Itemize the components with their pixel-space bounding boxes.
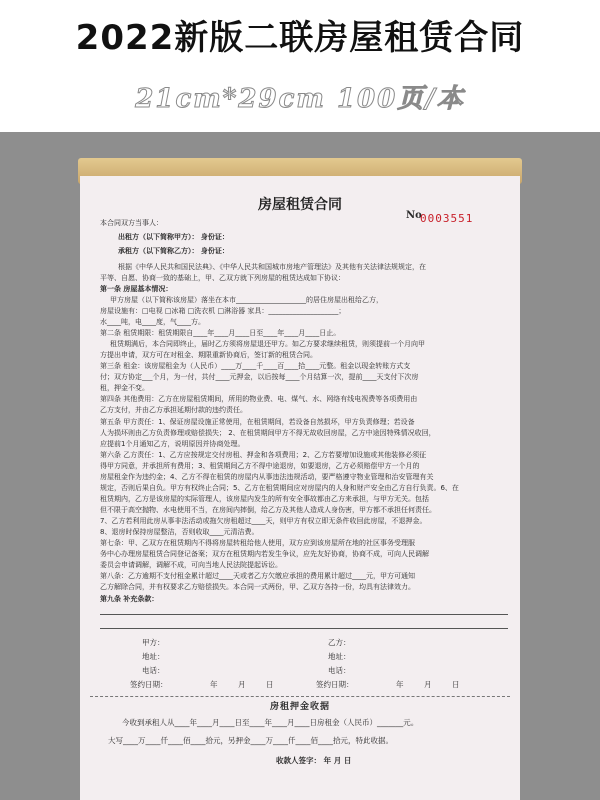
clause-line: 甲方房屋（以下简称该房屋）落坐在本市____________________的居住房屋出租给乙方，: [110, 296, 383, 304]
clause-line: 应提前1个月通知乙方，说明原因并协商处理。: [100, 440, 245, 448]
clause-line: 乙方支付，并由乙方承担延期付款的违约责任。: [100, 406, 247, 414]
receipt-line: 收款人签字： 年 月 日: [276, 756, 352, 765]
clause-line: 人为损坏则由乙方负责修理或赔偿损失； 2、在租赁期间甲方不得无故收回房屋，乙方中途因特殊情况收回，: [100, 429, 436, 437]
clause-line: 得甲方同意，并承担所有费用；3、租赁期间乙方不得中途退房，如要退房，乙方必须赔偿甲方一个月的: [100, 462, 420, 470]
party-b-phone-label: 电话：: [328, 666, 351, 675]
supplement-rule: [100, 614, 508, 615]
clause-line: 第四条 其他费用：乙方在房屋租赁期间，所用的物业费、电、煤气、水、网络有线电视费等各项费用由: [100, 395, 418, 403]
sign-year-b: 年: [396, 680, 404, 689]
clause-line: 第八条：乙方逾期不支付租金累计超过____天或者乙方欠缴应承担的费用累计超过____元，甲方可通知: [100, 572, 415, 580]
receipt-title: 房租押金收据: [269, 702, 330, 712]
tear-line: [90, 696, 510, 697]
sign-year: 年: [210, 680, 218, 689]
sign-date-label-b: 签约日期：: [316, 680, 354, 689]
clause-line: 租赁期满后，本合同即终止，届时乙方须将房屋退还甲方。如乙方要求继续租赁，则须提前一个月向甲: [110, 340, 425, 348]
clause-line: 付；双方协定___个月，为一付，共付____元押金，以后按每____个月结算一次，提前____天支付下次房: [100, 373, 419, 381]
party-a-label: 甲方：: [142, 638, 165, 647]
sign-month: 月: [238, 680, 246, 689]
clause-line: 但不限于高空抛物、水电使用不当，在房间内摔倒，给乙方及其他人造成人身伤害，甲方都不承担任何责任。: [100, 506, 436, 514]
serial-no-label: No: [406, 210, 422, 221]
receipt-line: 今收到承租人从____年____月____日至____年____月____日房租金（人民币）_______元。: [122, 718, 419, 727]
clause-line: 租赁期内，乙方是该房屋的实际管理人，该房屋内发生的所有安全事故都由乙方来承担，与甲方无关。包括: [100, 495, 429, 503]
clause-line: 方提出申请，双方可在对租金、期限重新协商后，签订新的租赁合同。: [100, 351, 317, 359]
banner: [0, 0, 600, 132]
clause-line: 7、乙方若利用此房从事非法活动或拖欠房租超过____天，则甲方有权立即无条件收回此房屋，不退押金。: [100, 517, 427, 525]
clause-line: 第一条 房屋基本情况：: [100, 285, 173, 293]
clause-line: 第九条 补充条款：: [100, 595, 159, 603]
clause-line: 第七条：甲、乙双方在租赁期内不得将房屋转租给他人使用，双方应到该房屋所在地的社区事务受理服: [100, 539, 415, 547]
party-a-phone-label: 电话：: [142, 666, 165, 675]
clause-line: 本合同双方当事人：: [100, 219, 163, 227]
clause-line: 房屋设施有：□电视 □冰箱 □洗衣机 □淋浴器 家具：____________________；: [100, 307, 346, 315]
clause-line: 租，押金不变。: [100, 384, 149, 392]
clause-line: 承租方（以下简称乙方）： 身份证：: [118, 247, 229, 255]
serial-no-value: 0003551: [420, 212, 474, 225]
receipt-line: 大写____万____仟____佰____拾元，另押金____万____仟____佰____拾元，特此收据。: [108, 736, 393, 745]
clause-line: 水____吨，电____度，气____方。: [100, 318, 205, 326]
supplement-rule: [100, 628, 508, 629]
sign-day-b: 日: [452, 680, 460, 689]
sign-month-b: 月: [424, 680, 432, 689]
party-b-label: 乙方：: [328, 638, 351, 647]
clause-line: 规定，否则后果自负。甲方有权终止合同；5、乙方在租赁期间应对房屋内的人身和财产安全由乙方自行负责。6、在: [100, 484, 459, 492]
clause-line: 委员会申请调解，调解不成，可向当地人民法院提起诉讼。: [100, 561, 282, 569]
party-a-address-label: 地址：: [142, 652, 165, 661]
clause-line: 根据《中华人民共和国民法典》、《中华人民共和国城市房地产管理法》及其他有关法律法规规定，在: [118, 263, 426, 271]
clause-line: 出租方（以下简称甲方）： 身份证：: [118, 233, 229, 241]
banner-subtitle: 21cm*29cm 100页/本: [135, 84, 465, 114]
clause-line: 平等、自愿、协商一致的基础上，甲、乙双方就下列房屋的租赁达成如下协议：: [100, 274, 345, 282]
clause-line: 第六条 乙方责任：1、乙方应按规定交付房租、押金和各项费用；2、乙方若要增加设施或其他装修必须征: [100, 451, 427, 459]
contract-sheet: [80, 176, 520, 800]
banner-title: 2022新版二联房屋租赁合同: [75, 18, 525, 58]
clause-line: 第三条 租金：该房屋租金为（人民币）____万____千____百____拾____元整。租金以现金转账方式支: [100, 362, 411, 370]
clause-line: 乙方解除合同，并有权要求乙方赔偿损失。本合同一式两份，甲、乙双方各持一份，均具有法律效力。: [100, 583, 415, 591]
clause-line: 第五条 甲方责任：1、保证房屋设施正常使用，在租赁期间，若设备自然损坏，甲方负责修理；若设备: [100, 418, 415, 426]
clause-line: 第二条 租赁期限：租赁期限自____年____月____日至____年____月____日止。: [100, 329, 341, 337]
clause-line: 8、退房时保持房屋整洁，否则收取____元清洁费。: [100, 528, 259, 536]
sign-day: 日: [266, 680, 274, 689]
contract-title: 房屋租赁合同: [258, 197, 342, 213]
clause-line: 房屋租金作为违约金；4、乙方不得在租赁的房屋内从事违法违规活动，要严格遵守物业管理和治安管理有关: [100, 473, 434, 481]
party-b-address-label: 地址：: [328, 652, 351, 661]
clause-line: 务中心办理房屋租赁合同登记备案；双方在租赁期内若发生争议，应先友好协商，协商不成，可向人民调解: [100, 550, 429, 558]
sign-date-label: 签约日期：: [130, 680, 168, 689]
